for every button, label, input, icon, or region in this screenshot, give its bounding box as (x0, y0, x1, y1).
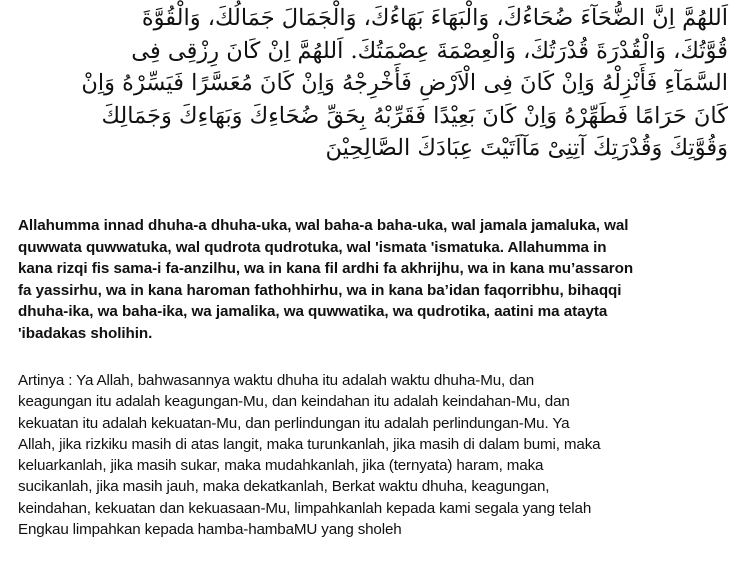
transliteration-line: kana rizqi fis sama-i fa-anzilhu, wa in kana fil ardhi fa akhrijhu, wa in kana mu’assaron (18, 260, 634, 278)
arabic-line: وَقُوَّتِكَ وَقُدْرَتِكَ آتِنِىْ مَآاَتَيْتَ عِبَادَكَ الصَّالِحِيْنَ (325, 135, 728, 161)
transliteration-line: 'ibadakas sholihin. (18, 324, 153, 342)
translation-paragraph (18, 370, 738, 540)
transliteration-line: Allahumma innad dhuha-a dhuha-uka, wal baha-a baha-uka, wal jamala jamaluka, wal (18, 217, 629, 234)
translation-line: Engkau limpahkan kepada hamba-hambaMU yang sholeh (18, 521, 402, 539)
arabic-line: كَانَ حَرَامًا فَطَهِّرْهُ وَاِنْ كَانَ بَعِيْدًا فَقَرِّبْهُ بِحَقِّ ضُحَاءِكَ وَبَهَاءِكَ وَجَمَالِكَ (101, 102, 728, 129)
translation-line: Artinya : Ya Allah, bahwasannya waktu dhuha itu adalah waktu dhuha-Mu, dan (18, 372, 535, 389)
arabic-prayer-text (20, 2, 728, 165)
arabic-line: قُوَّتُكَ، وَالْقُدْرَةَ قُدْرَتُكَ، وَالْعِصْمَةَ عِصْمَتُكَ. اَللهُمَّ اِنْ كَانَ رِزْقِى فِى (131, 37, 728, 64)
translation-line: keindahan, kekuatan dan kekuasaan-Mu, limpahkanlah kepada kami segala yang telah (18, 499, 592, 517)
arabic-line: السَّمَآءِ فَأَنْزِلْهُ وَاِنْ كَانَ فِى الْاَرْضِ فَأَخْرِجْهُ وَاِنْ كَانَ مُعَسَّرًا فَيَسِّرْهُ وَاِنْ (81, 70, 728, 96)
translation-line: sucikanlah, jika masih jauh, maka dekatkanlah, Berkat waktu dhuha, keagungan, (18, 478, 550, 496)
translation-line: keagungan itu adalah keagungan-Mu, dan keindahan itu adalah keindahan-Mu, dan (18, 393, 570, 411)
transliteration-line: dhuha-ika, wa baha-ika, wa jamalika, wa quwwatika, wa qudrotika, aatini ma atayta (18, 303, 608, 321)
translation-line: Allah, jika rizkiku masih di atas langit, maka turunkanlah, jika masih di dalam bumi, maka (18, 435, 601, 453)
arabic-line: اَللهُمَّ اِنَّ الضُّحَآءَ ضُحَاءُكَ، وَالْبَهَاءَ بَهَاءُكَ، وَالْجَمَالَ جَمَالُكَ، وَالْقُوَّةَ (141, 5, 728, 31)
transliteration-paragraph (18, 215, 738, 345)
transliteration-line: fa yassirhu, wa in kana haroman fathohhirhu, wa in kana ba’idan faqorribhu, bihaqqi (18, 281, 622, 299)
translation-line: kekuatan itu adalah kekuatan-Mu, dan perlindungan itu adalah perlindungan-Mu. Ya (18, 414, 570, 432)
translation-line: keluarkanlah, jika masih sukar, maka mudahkanlah, jika (ternyata) haram, maka (18, 457, 544, 475)
transliteration-line: quwwata quwwatuka, wal qudrota qudrotuka, wal 'ismata 'ismatuka. Allahumma in (18, 238, 607, 256)
